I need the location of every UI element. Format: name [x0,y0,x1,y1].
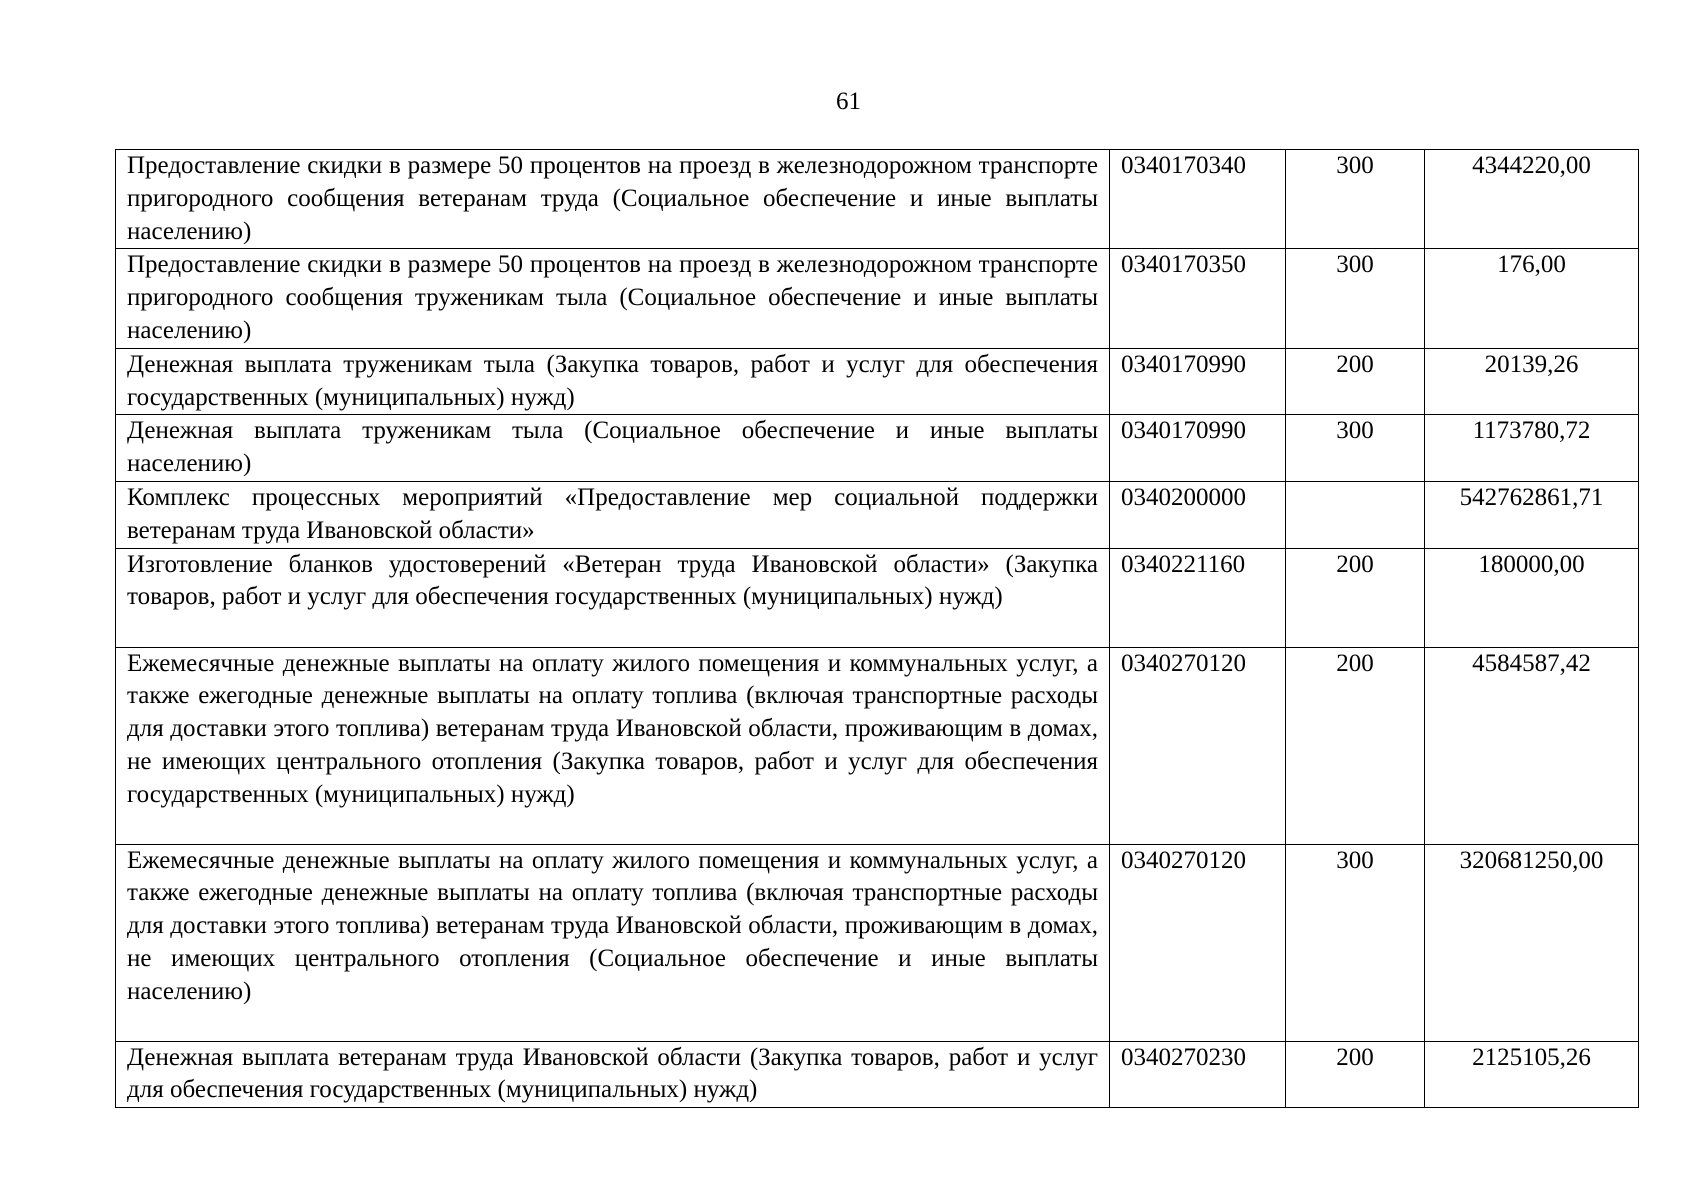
row-description: Комплекс процессных мероприятий «Предоставление мер социальной поддержки ветеранам труда Ивановской области» [116,481,1110,548]
row-amount: 1173780,72 [1425,415,1639,482]
row-expense-type [1286,481,1425,548]
table-row [116,348,1639,415]
row-expense-type: 200 [1286,647,1425,844]
row-description: Предоставление скидки в размере 50 процентов на проезд в железнодорожном транспорте пригородного сообщения ветеранам труда (Социальное обеспечение и иные выплаты населению) [116,150,1110,249]
row-target-code: 0340170990 [1110,348,1286,415]
row-expense-type: 200 [1286,348,1425,415]
row-amount: 180000,00 [1425,548,1639,647]
page-number: 61 [836,88,861,115]
row-description: Денежная выплата труженикам тыла (Закупка товаров, работ и услуг для обеспечения государственных (муниципальных) нужд) [116,348,1110,415]
row-expense-type: 300 [1286,844,1425,1041]
row-target-code: 0340170340 [1110,150,1286,249]
row-description: Денежная выплата труженикам тыла (Социальное обеспечение и иные выплаты населению) [116,415,1110,482]
table-row [116,548,1639,647]
table-row [116,844,1639,1041]
table-row [116,415,1639,482]
row-amount: 4584587,42 [1425,647,1639,844]
row-amount: 4344220,00 [1425,150,1639,249]
row-description: Ежемесячные денежные выплаты на оплату жилого помещения и коммунальных услуг, а также ежегодные денежные выплаты на оплату топлива (включая транспортные расходы для доставки этого топлива) ветеранам труда Ивановской области, проживающим в домах, не имеющих центрального отопления (Закупка товаров, работ и услуг для обеспечения государственных (муниципальных) нужд) [116,647,1110,844]
row-target-code: 0340200000 [1110,481,1286,548]
table-row [116,150,1639,249]
row-expense-type: 200 [1286,548,1425,647]
row-amount: 20139,26 [1425,348,1639,415]
row-amount: 2125105,26 [1425,1041,1639,1108]
budget-table [115,149,1639,1108]
row-expense-type: 200 [1286,1041,1425,1108]
table-row [116,249,1639,348]
table-row [116,481,1639,548]
row-target-code: 0340270230 [1110,1041,1286,1108]
row-target-code: 0340270120 [1110,647,1286,844]
row-amount: 542762861,71 [1425,481,1639,548]
row-expense-type: 300 [1286,249,1425,348]
row-target-code: 0340170350 [1110,249,1286,348]
row-expense-type: 300 [1286,150,1425,249]
row-description: Ежемесячные денежные выплаты на оплату жилого помещения и коммунальных услуг, а также ежегодные денежные выплаты на оплату топлива (включая транспортные расходы для доставки этого топлива) ветеранам труда Ивановской области, проживающим в домах, не имеющих центрального отопления (Социальное обеспечение и иные выплаты населению) [116,844,1110,1041]
row-target-code: 0340170990 [1110,415,1286,482]
row-target-code: 0340270120 [1110,844,1286,1041]
row-description: Денежная выплата ветеранам труда Ивановской области (Закупка товаров, работ и услуг для обеспечения государственных (муниципальных) нужд) [116,1041,1110,1108]
row-description: Изготовление бланков удостоверений «Ветеран труда Ивановской области» (Закупка товаров, работ и услуг для обеспечения государственных (муниципальных) нужд) [116,548,1110,647]
row-amount: 176,00 [1425,249,1639,348]
row-description: Предоставление скидки в размере 50 процентов на проезд в железнодорожном транспорте пригородного сообщения труженикам тыла (Социальное обеспечение и иные выплаты населению) [116,249,1110,348]
table-row [116,647,1639,844]
row-expense-type: 300 [1286,415,1425,482]
row-target-code: 0340221160 [1110,548,1286,647]
row-amount: 320681250,00 [1425,844,1639,1041]
table-row [116,1041,1639,1108]
budget-table-body [116,150,1639,1108]
